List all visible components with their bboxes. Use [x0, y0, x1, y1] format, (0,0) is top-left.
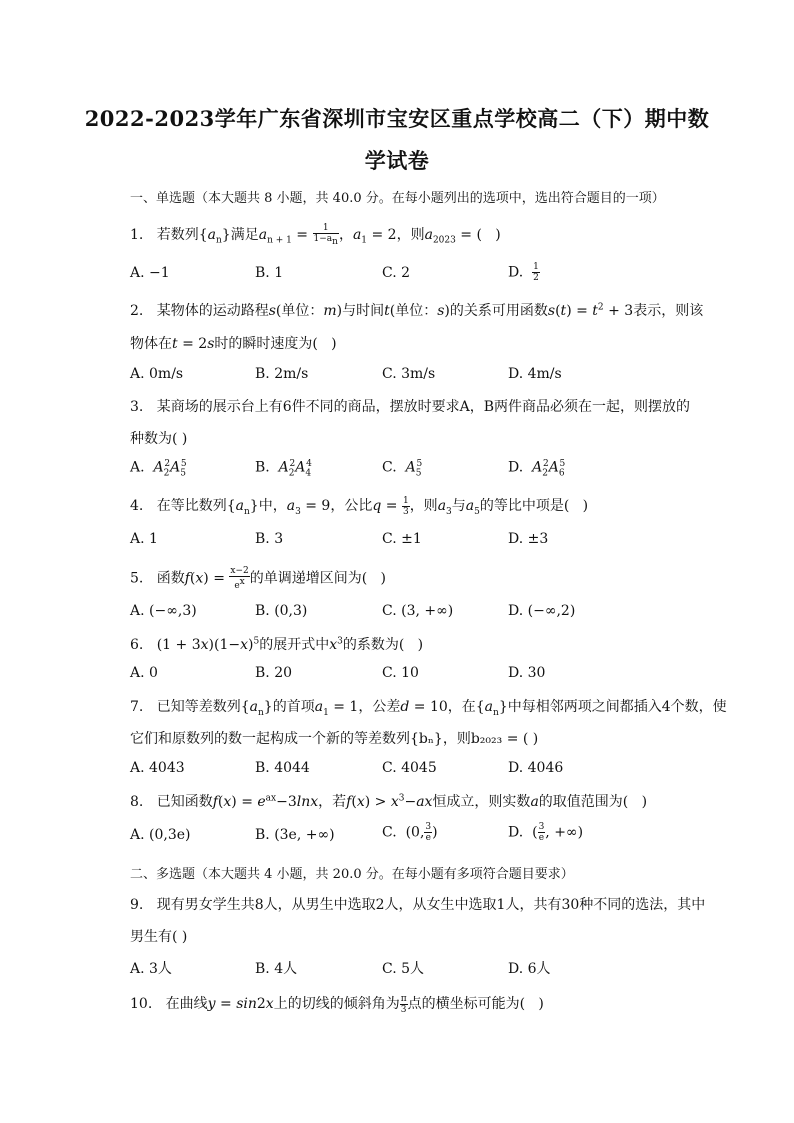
question-3-cont: 种数为( ) — [130, 431, 188, 447]
q6-option-d: D. 30 — [508, 665, 546, 681]
question-3: 3. 某商场的展示台上有6件不同的商品，摆放时要求A，B两件商品必须在一起，则摆放的 — [130, 399, 691, 415]
q2-option-c: C. 3m/s — [382, 366, 436, 382]
q7-option-b: B. 4044 — [255, 760, 310, 776]
question-9: 9. 现有男女学生共8人，从男生中选取2人，从女生中选取1人，共有30种不同的选法，其中 — [130, 897, 706, 913]
q9-option-a: A. 3人 — [130, 961, 172, 977]
q4-option-b: B. 3 — [255, 531, 284, 547]
q8-option-b: B. (3e, +∞) — [255, 827, 335, 843]
q3-option-b: B. $A_2^2A_4^4$ — [255, 459, 312, 479]
q5-option-d: D. (−∞,2) — [508, 603, 576, 619]
q8-option-a: A. (0,3e) — [130, 827, 191, 843]
q1-option-d: D. $\frac{1}{2}$ — [508, 262, 539, 283]
q9-option-c: C. 5人 — [382, 961, 425, 977]
section-heading-multiple-choice: 二、多选题（本大题共 4 小题，共 20.0 分。在每小题有多项符合题目要求） — [130, 867, 574, 882]
q5-option-b: B. (0,3) — [255, 603, 308, 619]
question-1: 1. 若数列$\{a_n\}$满足$a_{n + 1}$ = $\frac{1}{1-a_n}$ ，$a_1 = 2$，则$a_{2023}$ = ( ) — [130, 223, 501, 247]
q3-option-c: C. $A_5^5$ — [382, 459, 423, 479]
q6-option-b: B. 20 — [255, 665, 293, 681]
q7-option-c: C. 4045 — [382, 760, 437, 776]
q5-option-c: C. (3, +∞) — [382, 603, 454, 619]
question-9-cont: 男生有( ) — [130, 929, 188, 945]
q6-option-c: C. 10 — [382, 665, 419, 681]
question-5: 5. 函数f(x) = $\frac{x-2}{e^x}$ 的单调递增区间为( ) — [130, 566, 386, 591]
question-7: 7. 已知等差数列$\{a_n\}$的首项$a_1 = 1$，公差d = 10，在$\{a_n\}$中每相邻两项之间都插入4个数，使 — [130, 699, 727, 718]
q2-option-b: B. 2m/s — [255, 366, 309, 382]
q1-option-a: A. −1 — [130, 265, 170, 281]
page-title-cont: 学试卷 — [364, 148, 430, 173]
q2-option-a: A. 0m/s — [130, 366, 184, 382]
q2-option-d: D. 4m/s — [508, 366, 562, 382]
q7-option-d: D. 4046 — [508, 760, 564, 776]
q8-option-c: C. (0, $\frac{3}{e}$ ) — [382, 822, 438, 843]
question-2: 2. 某物体的运动路程s(单位：m)与时间t(单位：s)的关系可用函数$s(t) = t^2 + 3$表示，则该 — [130, 302, 704, 319]
question-10: 10. 在曲线y = sin2x上的切线的倾斜角为 $\frac{\pi}{3}$ 点的横坐标可能为( ) — [130, 993, 544, 1015]
q4-option-d: D. ±3 — [508, 531, 549, 547]
question-2-cont: 物体在t = 2s时的瞬时速度为( ) — [130, 336, 337, 352]
q3-option-d: D. $A_2^2A_6^5$ — [508, 459, 566, 479]
q1-option-b: B. 1 — [255, 265, 284, 281]
question-6: 6. $(1 + 3x)(1-x)^5$的展开式中$x^3$的系数为( ) — [130, 636, 424, 653]
q7-option-a: A. 4043 — [130, 760, 185, 776]
q6-option-a: A. 0 — [130, 665, 158, 681]
q9-option-b: B. 4人 — [255, 961, 298, 977]
q1-option-c: C. 2 — [382, 265, 411, 281]
q5-option-a: A. (−∞,3) — [130, 603, 197, 619]
question-8: 8. 已知函数$f(x) = e^{ax}-3\ln x$，若$f(x) > x^3-ax$恒成立，则实数a的取值范围为( ) — [130, 793, 648, 810]
q4-option-a: A. 1 — [130, 531, 158, 547]
section-heading-single-choice: 一、单选题（本大题共 8 小题，共 40.0 分。在每小题列出的选项中，选出符合题目的一项） — [130, 191, 665, 206]
q8-option-d: D. ( $\frac{3}{e}$ , +∞) — [508, 822, 584, 843]
question-4: 4. 在等比数列$\{a_n\}$中，$a_3 = 9$，公比q = $\frac{1}{3}$ ，则$a_3$与$a_5$的等比中项是( ) — [130, 495, 589, 517]
q3-option-a: A. $A_2^2A_5^5$ — [130, 459, 187, 479]
q9-option-d: D. 6人 — [508, 961, 551, 977]
question-7-cont: 它们和原数列的数一起构成一个新的等差数列{bₙ}，则b₂₀₂₃ = ( ) — [130, 731, 539, 747]
page-title: 2022-2023学年广东省深圳市宝安区重点学校高二（下）期中数 — [84, 106, 710, 131]
q4-option-c: C. ±1 — [382, 531, 422, 547]
